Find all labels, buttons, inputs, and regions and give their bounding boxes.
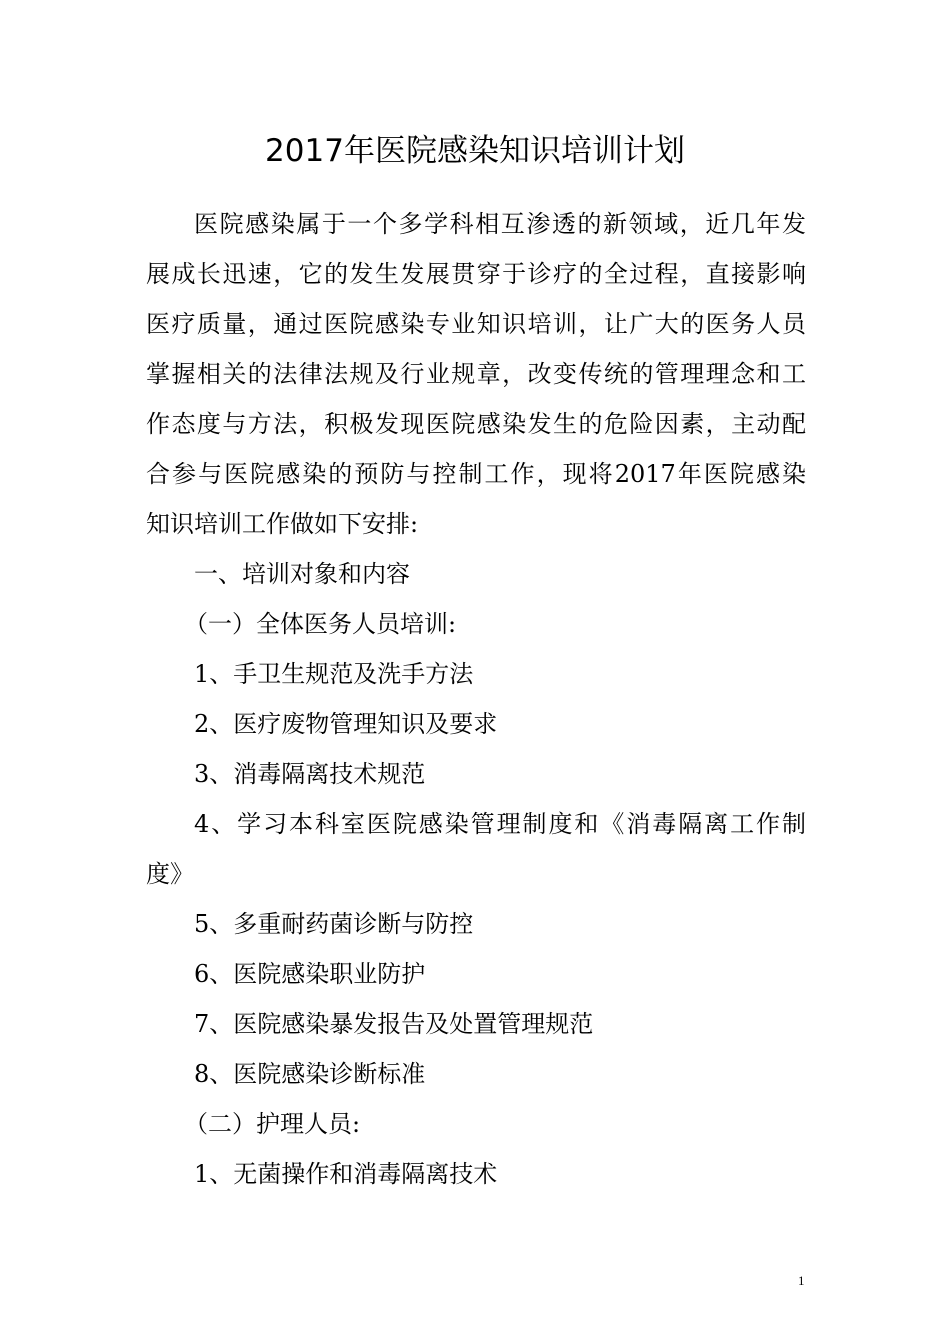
document-title: 2017年医院感染知识培训计划 bbox=[265, 133, 685, 169]
list-item-3: 3、消毒隔离技术规范 bbox=[194, 760, 426, 788]
intro-line-1: 医院感染属于一个多学科相互渗透的新领域，近几年发 bbox=[194, 210, 806, 238]
list-item-1: 1、手卫生规范及洗手方法 bbox=[194, 660, 474, 688]
list-item-5: 5、多重耐药菌诊断与防控 bbox=[194, 910, 474, 938]
page-number: 1 bbox=[798, 1273, 805, 1288]
list-item-4: 4、学习本科室医院感染管理制度和《消毒隔离工作制 bbox=[194, 810, 806, 838]
intro-line-4: 掌握相关的法律法规及行业规章，改变传统的管理理念和工 bbox=[146, 360, 806, 388]
list-item-8: 8、医院感染诊断标准 bbox=[194, 1060, 426, 1088]
intro-line-3: 医疗质量，通过医院感染专业知识培训，让广大的医务人员 bbox=[146, 310, 806, 338]
list-item-6: 6、医院感染职业防护 bbox=[194, 960, 426, 988]
intro-line-5: 作态度与方法，积极发现医院感染发生的危险因素，主动配 bbox=[146, 410, 806, 438]
nursing-list-item-1: 1、无菌操作和消毒隔离技术 bbox=[194, 1160, 498, 1188]
list-item-7: 7、医院感染暴发报告及处置管理规范 bbox=[194, 1010, 594, 1038]
list-item-2: 2、医疗废物管理知识及要求 bbox=[194, 710, 498, 738]
intro-line-2: 展成长迅速，它的发生发展贯穿于诊疗的全过程，直接影响 bbox=[146, 260, 806, 288]
intro-line-7: 知识培训工作做如下安排: bbox=[146, 510, 419, 538]
subsection-heading-1: （一）全体医务人员培训: bbox=[184, 610, 457, 638]
subsection-heading-2: （二）护理人员: bbox=[184, 1110, 361, 1138]
intro-line-6: 合参与医院感染的预防与控制工作，现将2017年医院感染 bbox=[146, 460, 806, 488]
list-item-4-continuation: 度》 bbox=[146, 860, 194, 888]
section-heading: 一、培训对象和内容 bbox=[194, 560, 410, 588]
